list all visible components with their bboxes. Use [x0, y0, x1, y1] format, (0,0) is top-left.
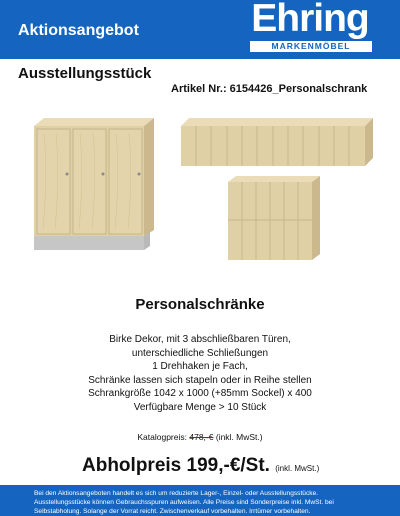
logo-wordmark: Ehring [251, 0, 369, 40]
header-bar [0, 0, 400, 59]
pickup-price-suffix: (inkl. MwSt.) [275, 464, 320, 473]
footer-disclaimer [0, 485, 400, 516]
catalog-price-suffix: (inkl. MwSt.) [215, 432, 263, 442]
catalog-price: 478,-€ [189, 432, 214, 442]
footer-line: Selbstabholung. Solange der Vorrat reicht. Zwischenverkauf vorbehalten. Irrtümer vorbehalten. [34, 508, 311, 515]
description-line: Verfügbare Menge > 10 Stück [133, 401, 267, 413]
description-line: 1 Drehhaken je Fach, [152, 361, 248, 373]
locker-main-image [16, 104, 166, 260]
ehring-logo [236, 0, 384, 58]
pickup-price-line [82, 455, 319, 477]
locker-stack-image [224, 172, 324, 262]
locker-row-image [177, 110, 376, 170]
header-title: Aktionsangebot [18, 22, 139, 39]
catalog-price-line [0, 432, 400, 442]
description-line: Schränke lassen sich stapeln oder in Reihe stellen [88, 374, 312, 386]
product-title: Personalschränke [135, 296, 265, 313]
logo-subtitle: MARKENMÖBEL [250, 41, 372, 52]
exhibit-label: Ausstellungsstück [18, 65, 152, 82]
product-description [0, 333, 400, 415]
footer-line: Bei den Aktionsangeboten handelt es sich um reduzierte Lager-, Einzel- oder Ausstellungsstücke. [34, 490, 319, 497]
footer-line: Ausstellungsstücke können Gebrauchsspuren aufweisen. Alle Preise sind Sonderpreise inkl. MwSt. bei [34, 499, 334, 506]
article-number: Artikel Nr.: 6154426_Personalschrank [171, 83, 368, 95]
description-line: unterschiedliche Schließungen [131, 347, 269, 359]
footer-bar [0, 485, 400, 516]
catalog-price-label: Katalogpreis: [137, 432, 187, 442]
description-line: Birke Dekor, mit 3 abschließbaren Türen, [109, 334, 291, 345]
pickup-price: Abholpreis 199,-€/St. [82, 455, 270, 476]
description-line: Schrankgröße 1042 x 1000 (+85mm Sockel) x 400 [88, 388, 312, 400]
